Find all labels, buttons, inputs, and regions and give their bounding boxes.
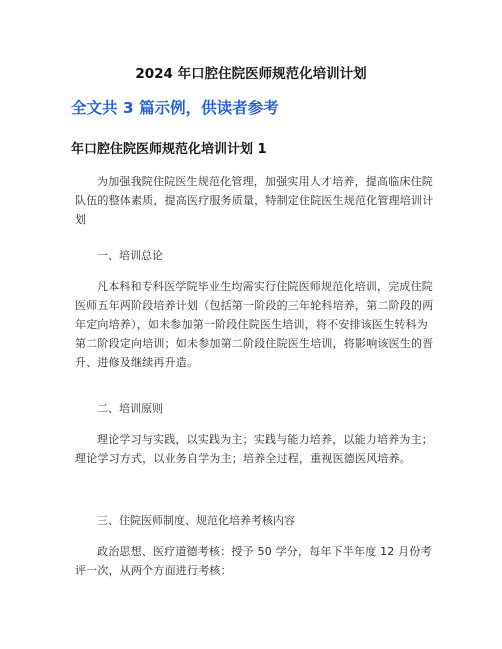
section-title: 年口腔住院医师规范化培训计划 1 xyxy=(71,142,267,157)
document-title: 2024 年口腔住院医师规范化培训计划 xyxy=(135,66,367,82)
heading-assessment-content: 三、住院医师制度、规范化培养考核内容 xyxy=(97,514,295,527)
paragraph-training-overview: 凡本科和专科医学院毕业生均需实行住院医师规范化培训，完成住院医师五年两阶段培养计划（包括第一阶段的三年轮科培养，第二阶段的两年定向培养），如未参加第一阶段住院医生培训，将不安排该医生转科为第二阶段定向培训；如未参加第二阶段住院医生培训，将影响该医生的晋升、进修及继续再升造。 xyxy=(75,280,434,369)
heading-training-overview: 一、培训总论 xyxy=(97,249,163,262)
intro-paragraph: 为加强我院住院医生规范化管理，加强实用人才培养，提高临床住院队伍的整体素质，提高医疗服务质量，特制定住院医生规范化管理培训计划 xyxy=(75,175,434,226)
paragraph-assessment-content: 政治思想、医疗道德考核：授予 50 学分，每年下半年度 12 月份考评一次，从两个方面进行考核： xyxy=(75,545,432,577)
heading-training-principles: 二、培训原则 xyxy=(97,402,163,415)
document-subtitle: 全文共 3 篇示例，供读者参考 xyxy=(71,99,279,117)
paragraph-training-principles: 理论学习与实践，以实践为主；实践与能力培养，以能力培养为主；理论学习方式，以业务自学为主；培养全过程，重视医德医风培养。 xyxy=(75,433,433,465)
